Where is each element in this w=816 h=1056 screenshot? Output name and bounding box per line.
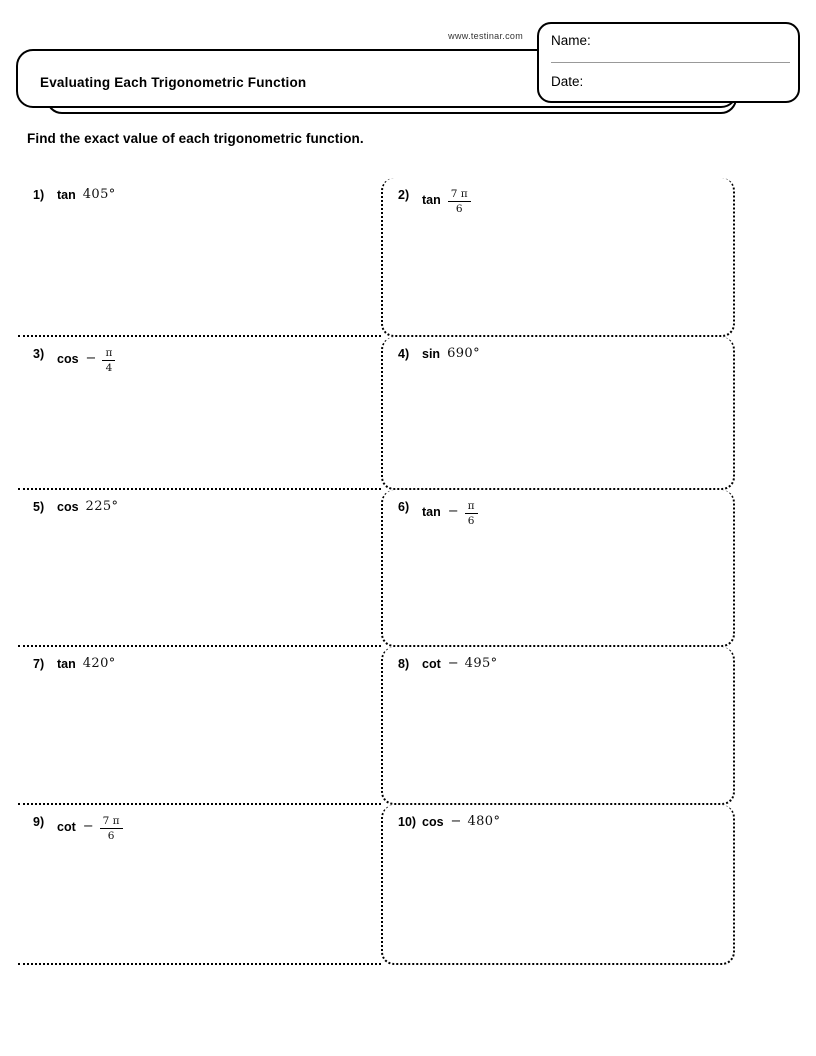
trig-function-name: tan (422, 505, 441, 520)
problem-cell (18, 178, 381, 337)
fraction-denominator: 4 (105, 362, 113, 375)
problem (18, 178, 381, 204)
problem-number: 3) (33, 347, 45, 361)
problem-number: 5) (33, 500, 45, 514)
angle-value: 420° (82, 656, 116, 671)
expression (57, 656, 116, 673)
date-label: Date: (551, 74, 584, 89)
fraction-denominator: 6 (455, 203, 463, 216)
problem (383, 337, 733, 363)
angle-value: 405° (82, 187, 116, 202)
expression (422, 499, 478, 526)
problem (18, 647, 381, 673)
expression (57, 499, 118, 516)
name-date-box (537, 22, 800, 103)
expression (422, 346, 480, 363)
problem (18, 805, 381, 841)
trig-function-name: cos (422, 815, 444, 830)
fraction (448, 188, 471, 215)
expression (422, 656, 498, 673)
fraction (102, 347, 115, 374)
fraction-numerator: 7 π (448, 188, 471, 202)
trig-function-name: cos (57, 352, 79, 367)
trig-function-name: cos (57, 500, 79, 515)
problem (383, 178, 733, 214)
problem-cell (381, 647, 735, 805)
problem-cell (381, 337, 735, 490)
fraction-numerator: π (102, 347, 115, 361)
fraction-numerator: π (465, 500, 478, 514)
minus-sign: − (85, 351, 97, 367)
fraction (100, 815, 123, 842)
minus-sign: − (82, 819, 94, 835)
problem (383, 805, 733, 831)
instruction: Find the exact value of each trigonometric function. (27, 131, 364, 146)
problem-number: 6) (398, 500, 410, 514)
trig-function-name: tan (57, 188, 76, 203)
fraction-numerator: 7 π (100, 815, 123, 829)
problem-number: 7) (33, 657, 45, 671)
angle-value: 495° (464, 656, 498, 671)
website-url: www.testinar.com (448, 31, 523, 41)
expression (422, 814, 500, 831)
expression (422, 187, 471, 214)
minus-sign: − (450, 814, 462, 829)
minus-sign: − (447, 656, 459, 671)
problem-number: 8) (398, 657, 410, 671)
fraction (465, 500, 478, 527)
page-title: Evaluating Each Trigonometric Function (40, 75, 307, 90)
trig-function-name: tan (57, 657, 76, 672)
fraction-denominator: 6 (107, 830, 115, 843)
problem-number: 10) (398, 815, 417, 829)
problem-cell (381, 490, 735, 647)
trig-function-name: cot (422, 657, 441, 672)
problem (18, 337, 381, 373)
problem-cell (381, 178, 735, 337)
fraction-denominator: 6 (467, 515, 475, 528)
trig-function-name: tan (422, 193, 441, 208)
trig-function-name: sin (422, 347, 441, 362)
problem-number: 1) (33, 188, 45, 202)
name-label: Name: (551, 33, 591, 48)
name-fill-line (551, 62, 790, 63)
problem-cell (18, 805, 381, 965)
problem-cell (381, 805, 735, 965)
expression (57, 346, 115, 373)
problem-number: 9) (33, 815, 45, 829)
problem-cell (18, 337, 381, 490)
problem-cell (18, 647, 381, 805)
problem-number: 4) (398, 347, 410, 361)
expression (57, 187, 116, 204)
minus-sign: − (447, 504, 459, 520)
angle-value: 225° (85, 499, 119, 514)
trig-function-name: cot (57, 820, 76, 835)
problem (383, 647, 733, 673)
problem (18, 490, 381, 516)
problem-number: 2) (398, 188, 410, 202)
problems-grid (18, 178, 735, 965)
angle-value: 690° (447, 346, 480, 361)
problem-cell (18, 490, 381, 647)
problem (383, 490, 733, 526)
angle-value: 480° (467, 814, 501, 829)
expression (57, 814, 123, 841)
